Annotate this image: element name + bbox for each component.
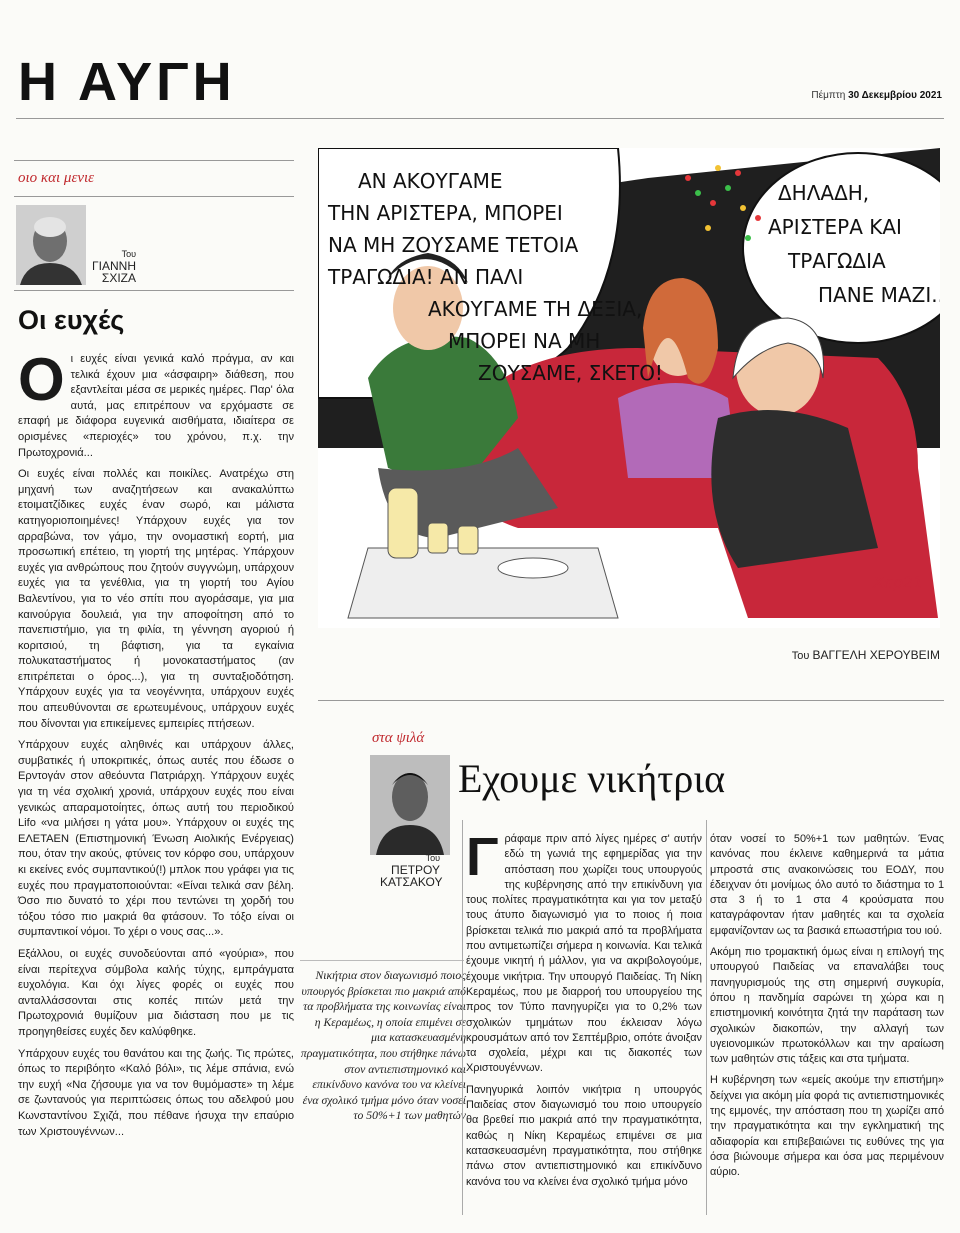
paragraph: Εξάλλου, οι ευχές συνοδεύονται από «γούρια», που είναι περίτεχνα σύμβολα καλής τύχης, εμπράγματα ευχολόγια. Και όχι λίγες φορές οι ευχές που ανταλλάσσονται στις κοπές πιτών μετά την Πρωτοχρονιά θυμίζουν μια διάσταση που με τις προηγηθείσες ευχές δεν καλύφθηκε. [18, 947, 294, 1038]
paragraph: όταν νοσεί το 50%+1 των μαθητών. Ένας κανόνας που έκλεινε καθημερινά τα μάτια μπροστά στις ανακοινώσεις του ΕΟΔΥ, που έδειχναν ότι μονίμως όλο αυτό το διάστημα το 1 στα 3 ή το 1 στα 4 κρούσματα που καταγράφονταν ήταν μαθητές και τα σχολεία εμφανίζονταν ως τα βασικά επωαστήρια του ιού. [710, 833, 944, 937]
author-last-name: ΣΧΙΖΑ [101, 271, 136, 285]
bubble-right-line: ΔΗΛΑΔΗ, [778, 181, 870, 205]
pullquote: Νικήτρια στον διαγωνισμό ποιος υπουργός βρίσκεται πιο μακριά από τα προβλήματα της κοινωνίας είναι η Κεραμέως, η οποία επιμένει σε μια κατασκευασμένη πραγματικότητα, που στήθηκε πάνω στον αντιεπιστημονικό και επικίνδυνο κανόνα του να κλείνει ένα σχολικό τμήμα μόνο όταν νοσεί το 50%+1 των μαθητών [300, 969, 466, 1123]
article-body [18, 346, 294, 1146]
bubble-right-line: ΑΡΙΣΤΕΡΑ ΚΑΙ [768, 215, 902, 239]
left-column-rule [14, 160, 294, 161]
bubble-left-line: ΜΠΟΡΕΙ ΝΑ ΜΗ [448, 329, 601, 353]
paragraph: Γράφαμε πριν από λίγες ημέρες σ' αυτήν εδώ τη γωνιά της εφημερίδας για την απόσταση που χωρίζει τους υπουργούς της κυβέρνησης από την επικίνδυνη για τους πολίτες πραγματικότητα και για τον μεταξύ τους άτυπο διαγωνισμό για το ποιος ή ποια βρίσκεται τελικά πιο μακριά από τα προβλήματα που αντιμετωπίζει σήμερα η κοινωνία. Και τελικά έχουμε νικητή ή μάλλον, για να ακριβολογούμε, έχουμε νικήτρια. Την υπουργό Παιδείας. Τη Νίκη Κεραμέως, που με διαρροή του υπουργείου της προς τον Τύπο πανηγυρίζει για το 0,2% των σχολικών τμημάτων που έκλεισαν λόγω κρουσμάτων από τον Σεπτέμβριο, οπότε άνοιξαν τα σχολεία, μέχρι και τις διακοπές των Χριστουγέννων. [466, 827, 702, 1075]
author-last-name: ΚΑΤΣΑΚΟΥ [380, 875, 443, 889]
drop-cap: Ο [18, 346, 65, 413]
bubble-right-line: ΤΡΑΓΩΔΙΑ [788, 249, 886, 273]
weekday: Πέμπτη [811, 90, 846, 101]
cartoon-credit [792, 648, 940, 662]
date: 30 Δεκεμβρίου 2021 [848, 90, 942, 101]
article-column [710, 832, 944, 1187]
column-rubric: οιο και μενιε [18, 170, 95, 186]
author-first-name: ΠΕΤΡΟΥ [391, 863, 440, 877]
article-title: Εχουμε νικήτρια [458, 756, 726, 801]
paragraph: Η κυβέρνηση των «εμείς ακούμε την επιστήμη» δείχνει για ακόμη μία φορά τις αντιεπιστημονικές της εμμονές, την απόσταση που τη χωρίζει από την πραγματικότητα και την εγκληματική της αδιαφορία και επιβεβαιώνει τις ευθύνες της για όσα βιώνουμε σήμερα και όσα μας περιμένουν αύριο. [710, 1074, 944, 1179]
paragraph: Οι ευχές είναι γενικά καλό πράγμα, αν και τελικά έχουν μια «άσφαιρη» διάθεση, που εξαντλείται μέσα σε μερικές ημέρες. Παρ' όλα αυτά, μας επιτρέπουν να ερχόμαστε σε επαφή με διάφορα ευγενικά αισθήματα, ιδιαίτερα σε ορισμένες «περιοχές» του χρόνου, π.χ. την Πρωτοχρονιά... [18, 346, 294, 459]
author-prefix: Του [121, 249, 136, 259]
column-rubric: στα ψιλά [372, 730, 425, 746]
paragraph: Υπάρχουν ευχές αληθινές και υπάρχουν άλλες, συμβατικές ή υποκριτικές, όπως αυτές που έδωσε ο Ερντογάν στον αθεόυντα Πατριάρχη. Υπάρχουν ευχές για τη νέα σχολική χρονιά, υπάρχουν ευχές που είναι γενικώς απαραμοτοίητες, όπως αυτή του περιοδικού Lifo «να μιλήσει η γάτα μου». Υπάρχουν οι ευχές της ΕΛΕΤΑΕΝ (Επιστημονική Ένωση Αιολικής Ενέργειας) που, όταν την ακούς, φτύνεις τον κόρφο σου, υπάρχουν κι εκείνες ενός συμπαντικού(!) μπλοκ που γράφει για τις ευχές που πραγματοποιούνται: «Είναι τελικά σαν βέλη. Όσο πιο δυνατό το χέρι που τεντώνει τη χορδή του τόξου τόσο πιο μακριά θα φτάσουν. Το τόξο είναι οι συμπαντικοί νόμοι. Το χέρι ο νους σας...». [18, 739, 294, 939]
left-rubric-rule [14, 196, 294, 197]
paragraph: Ακόμη πιο τρομακτική όμως είναι η επιλογή της υπουργού Παιδείας να επαναλάβει τους πανηγυρισμούς της στη σημερινή συγκυρία, όπου η πανδημία σαρώνει τη χώρα και η επιστημονική κοινότητα ζητά την παράταση των σχολικών διακοπών, την αλλαγή των υγειονομικών πρωτοκόλλων και την αραίωση των μαθητών στις τάξεις και στα τμήματα. [710, 946, 944, 1066]
cartoon-rule [318, 700, 944, 701]
bubble-left-line: ΖΟΥΣΑΜΕ, ΣΚΕΤΟ! [478, 361, 663, 385]
bubble-left-line: ΤΗΝ ΑΡΙΣΤΕΡΑ, ΜΠΟΡΕΙ [328, 201, 563, 225]
author-photo [370, 755, 450, 855]
cartoon [318, 148, 940, 628]
article-title: Οι ευχές [18, 305, 125, 335]
bubble-left-line: ΝΑ ΜΗ ΖΟΥΣΑΜΕ ΤΕΤΟΙΑ [328, 233, 579, 257]
bubble-right-line: ΠΑΝΕ ΜΑΖΙ... [818, 283, 940, 307]
author-byline [80, 248, 136, 284]
credit-name: ΒΑΓΓΕΛΗ ΧΕΡΟΥΒΕΙΜ [812, 648, 940, 662]
dateline [811, 90, 942, 101]
masthead-rule [16, 118, 944, 119]
bubble-left-line: ΑΝ ΑΚΟΥΓΑΜΕ [358, 169, 503, 193]
article-column [466, 827, 702, 1196]
author-prefix: Του [425, 853, 440, 863]
paragraph: Υπάρχουν ευχές του θανάτου και της ζωής. Τις πρώτες, όπως το περιβόητο «Καλό βόλι», τις λέμε σπάνια, ενώ την ευχή «Να ζήσουμε για να τον θυμόμαστε» τη λέμε σε ζωντανούς για περιπτώσεις όπως του αδελφού μου Κωνσταντίνου Σχιζά, που πέθανε ήσυχα την επαύριο των Χριστουγέννων... [18, 1047, 294, 1138]
masthead: Η ΑΥΓΗ [18, 52, 236, 112]
author-first-name: ΓΙΑΝΝΗ [92, 259, 136, 273]
paragraph: Πανηγυρικά λοιπόν νικήτρια η υπουργός Παιδείας στον διαγωνισμό του ποιο υπουργείο θα βρεθεί πιο μακριά από την πραγματικότητα, καθώς η Νίκη Κεραμέως επιμένει σε μια κατασκευασμένη πραγματικότητα, που στήθηκε πάνω στον αντιεπιστημονικό και επικίνδυνο κανόνα του να κλείνει ένα σχολικό τμήμα μόνο [466, 1083, 702, 1188]
bubble-left-line: ΤΡΑΓΩΔΙΑ! ΑΝ ΠΑΛΙ [328, 265, 524, 289]
left-byline-rule [14, 290, 294, 291]
author-photo [16, 205, 86, 285]
drop-cap: Γ [466, 827, 499, 887]
bubble-left-line: ΑΚΟΥΓΑΜΕ ΤΗ ΔΕΞΙΑ, [428, 297, 643, 321]
cartoon-signature: Χερ21 [873, 573, 924, 592]
author-byline [380, 852, 443, 889]
credit-prefix: Του [791, 650, 810, 662]
column-divider [462, 820, 463, 1215]
paragraph: Οι ευχές είναι πολλές και ποικίλες. Ανατρέχω στη μηχανή των αναζητήσεων και ανακαλύπτω ετοιματζίδικες ευχές έναν σωρό, και μάλιστα κατηγοριοποιημένες! Υπάρχουν ευχές για τον αρραβώνα, τον γάμο, την ονομαστική εορτή, μια προσωπική επέτειο, τη γιορτή της μητέρας. Υπάρχουν ευχές για ανθρώπους που ζητούν συγγνώμη, υπάρχουν ευχές για τα γενέθλια, για τη γιορτή του Αγίου Βαλεντίνου, για το νέο σπίτι που αγοράσαμε, για μια καινούργια δουλειά, για την αποφοίτηση από το πανεπιστήμιο, για τη φιλία, τη γέννηση αγοριού ή κοριτσιού, τη βάφτιση, για τα εγκαίνια πολυκαταστήματος ή μονοκαταστήματος (αν επιτρέπεται ο όρος...), για τη συνταξιοδότηση. Υπάρχουν ευχές για τα νεογέννητα, υπάρχουν ευχές που απευθύνονται σε ερωτευμένους, υπάρχουν ευχές που δίνονται για επικείμενες εμπειρίες πτήσεων. [18, 468, 294, 730]
column-divider [706, 820, 707, 1215]
pullquote-rule [300, 960, 464, 961]
